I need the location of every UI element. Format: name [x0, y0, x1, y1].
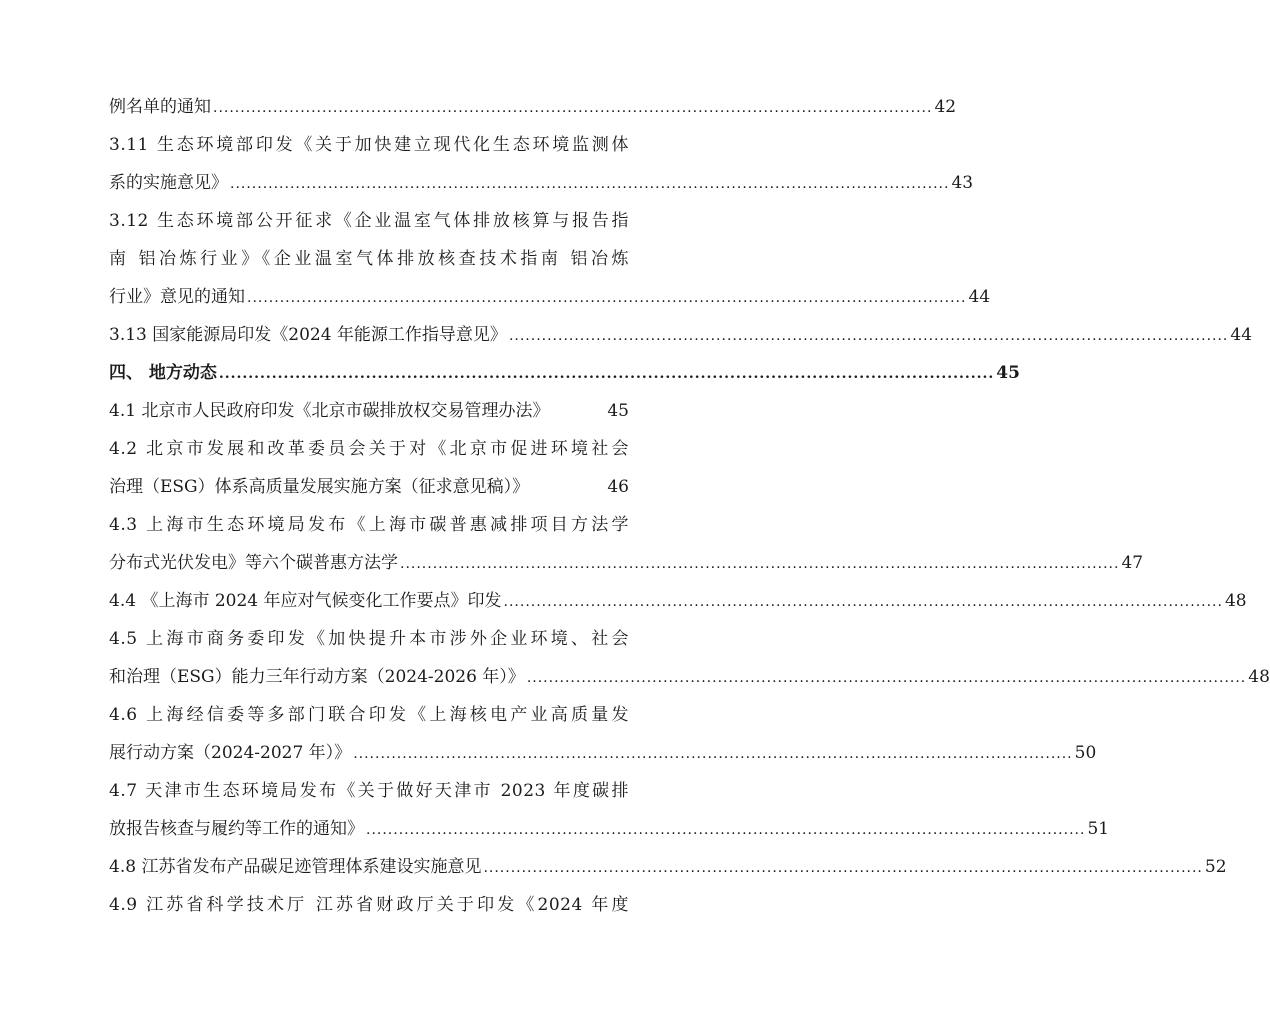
toc-entry-title: 4.4 《上海市 2024 年应对气候变化工作要点》印发	[109, 591, 502, 611]
toc-entry-title: 3.13 国家能源局印发《2024 年能源工作指导意见》	[109, 325, 507, 345]
dot-leader: ....................................................................................................................................	[353, 746, 1073, 762]
toc-entry-title: 4.8 江苏省发布产品碳足迹管理体系建设实施意见	[109, 857, 482, 877]
toc-entry[interactable]	[109, 468, 629, 506]
toc-entry[interactable]	[109, 734, 1097, 772]
toc-entry[interactable]: 4.9 江苏省科学技术厅 江苏省财政厅关于印发《2024 年度	[109, 895, 629, 915]
toc-page-number: 48	[1224, 591, 1247, 611]
toc-entry[interactable]	[109, 88, 957, 126]
toc-page-number: 45	[996, 363, 1020, 383]
toc-entry[interactable]	[109, 392, 629, 430]
table-of-contents	[109, 88, 1270, 924]
dot-leader: ....................................................................................................................................	[400, 556, 1120, 572]
toc-entry[interactable]	[109, 582, 1247, 620]
toc-entry[interactable]: 南 铝冶炼行业》《企业温室气体排放核查技术指南 铝冶炼	[109, 249, 629, 269]
toc-entry-title: 系的实施意见》	[109, 173, 228, 193]
toc-page-number: 46	[607, 477, 629, 497]
dot-leader: ....................................................................................................................................	[218, 366, 995, 382]
toc-entry-title: 四、 地方动态	[109, 363, 217, 383]
dot-leader: ....................................................................................................................................	[247, 290, 967, 306]
toc-page-number: 47	[1121, 553, 1144, 573]
toc-entry-title: 4.1 北京市人民政府印发《北京市碳排放权交易管理办法》	[109, 401, 550, 421]
dot-leader: ....................................................................................................................................	[230, 176, 950, 192]
toc-page-number: 43	[951, 173, 974, 193]
toc-entry[interactable]: 3.12 生态环境部公开征求《企业温室气体排放核算与报告指	[109, 211, 629, 231]
toc-page-number: 42	[934, 97, 957, 117]
toc-entry[interactable]: 3.11 生态环境部印发《关于加快建立现代化生态环境监测体	[109, 135, 629, 155]
toc-entry-title: 和治理（ESG）能力三年行动方案（2024-2026 年）》	[109, 667, 525, 687]
toc-entry-title: 行业》意见的通知	[109, 287, 245, 307]
toc-entry[interactable]	[109, 658, 1270, 696]
toc-entry-title: 放报告核查与履约等工作的通知》	[109, 819, 364, 839]
toc-page-number: 51	[1087, 819, 1110, 839]
toc-entry[interactable]: 4.6 上海经信委等多部门联合印发《上海核电产业高质量发	[109, 705, 629, 725]
toc-entry-title: 治理（ESG）体系高质量发展实施方案（征求意见稿）》	[109, 477, 530, 497]
toc-entry-title: 分布式光伏发电》等六个碳普惠方法学	[109, 553, 398, 573]
toc-entry-title: 展行动方案（2024-2027 年）》	[109, 743, 352, 763]
toc-page-number: 52	[1204, 857, 1227, 877]
toc-page-number: 44	[968, 287, 991, 307]
dot-leader: ....................................................................................................................................	[483, 860, 1203, 876]
dot-leader: ....................................................................................................................................	[366, 822, 1086, 838]
toc-entry[interactable]	[109, 316, 1253, 354]
dot-leader: ....................................................................................................................................	[503, 594, 1223, 610]
toc-entry[interactable]	[109, 164, 974, 202]
toc-entry[interactable]: 4.2 北京市发展和改革委员会关于对《北京市促进环境社会	[109, 439, 629, 459]
toc-entry[interactable]	[109, 810, 1110, 848]
toc-page-number: 48	[1248, 667, 1270, 687]
dot-leader: ....................................................................................................................................	[508, 328, 1229, 344]
dot-leader: ....................................................................................................................................	[213, 100, 933, 116]
dot-leader: ....................................................................................................................................	[526, 670, 1247, 686]
toc-entry[interactable]	[109, 278, 991, 316]
toc-page-number: 44	[1230, 325, 1253, 345]
toc-entry[interactable]: 4.5 上海市商务委印发《加快提升本市涉外企业环境、社会	[109, 629, 629, 649]
toc-entry[interactable]	[109, 544, 1144, 582]
toc-page-number: 45	[607, 401, 629, 421]
toc-entry[interactable]	[109, 848, 1227, 886]
toc-entry-title: 例名单的通知	[109, 97, 211, 117]
toc-entry[interactable]: 4.3 上海市生态环境局发布《上海市碳普惠减排项目方法学	[109, 515, 629, 535]
toc-entry[interactable]: 4.7 天津市生态环境局发布《关于做好天津市 2023 年度碳排	[109, 781, 629, 801]
toc-page-number: 50	[1074, 743, 1097, 763]
toc-section-heading[interactable]	[109, 354, 1020, 392]
